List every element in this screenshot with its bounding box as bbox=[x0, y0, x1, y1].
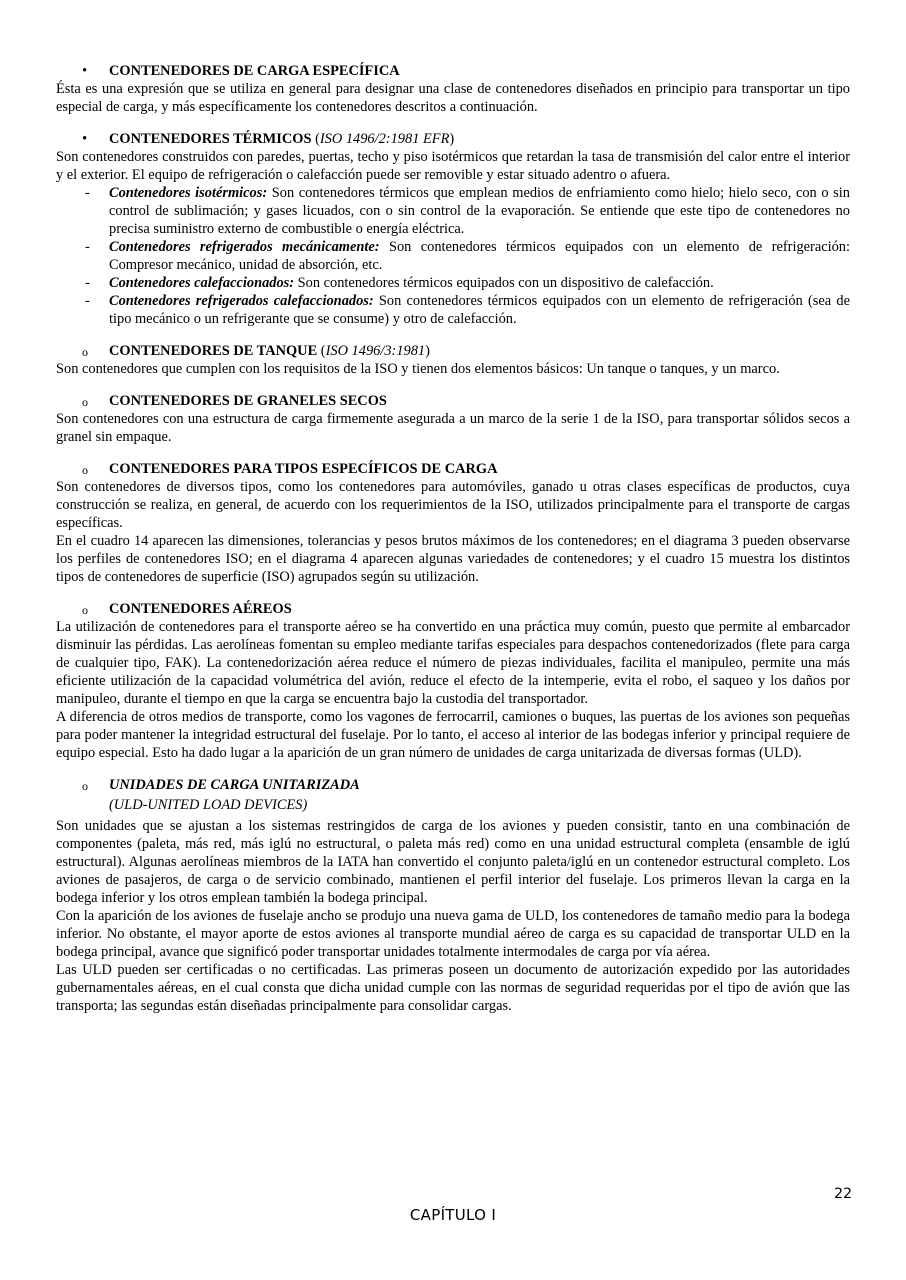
paragraph: En el cuadro 14 aparecen las dimensiones, tolerancias y pesos brutos máximos de los contenedores; en el diagrama 3 pueden observarse los perfiles de contenedores ISO; en el diagrama 4 aparecen algunas variedades de contenedores; y el cuadro 15 muestra los distintos tipos de contenedores de superficie (ISO) agrupados según su utilización. bbox=[56, 533, 850, 585]
circle-marker: o bbox=[82, 395, 88, 409]
heading-text: CONTENEDORES DE TANQUE bbox=[109, 343, 318, 359]
paren: ( bbox=[315, 131, 320, 147]
list-item bbox=[56, 274, 850, 292]
paragraph: Las ULD pueden ser certificadas o no certificadas. Las primeras poseen un documento de autorización expedido por las autoridades gubernamentales aéreas, en el cual consta que dicha unidad cumple con las normas de seguridad requeridas por el tipo de avión que las transporta; las segundas están diseñadas principalmente para consolidar cargas. bbox=[56, 962, 850, 1014]
circle-marker: o bbox=[82, 603, 88, 617]
bullet-marker: • bbox=[82, 63, 88, 79]
circle-marker: o bbox=[82, 779, 88, 793]
paragraph: Son contenedores de diversos tipos, como los contenedores para automóviles, ganado u otras clases específicas de productos, cuya construcción se realiza, en general, de acuerdo con los requerimientos de la ISO, utilizados principalmente para el transporte de cargas específicas. bbox=[56, 479, 850, 531]
heading-graneles bbox=[56, 392, 850, 410]
dash-marker: - bbox=[85, 239, 90, 255]
document-body bbox=[56, 62, 850, 1015]
heading-carga-especifica bbox=[56, 62, 850, 80]
list-text: Son contenedores térmicos equipados con un elemento de refrigeración: Compresor mecánico, unidad de absorción, etc. bbox=[109, 239, 850, 273]
heading-text: CONTENEDORES DE CARGA ESPECÍFICA bbox=[109, 63, 400, 79]
heading-text: CONTENEDORES PARA TIPOS ESPECÍFICOS DE CARGA bbox=[109, 461, 498, 477]
list-term: Contenedores isotérmicos: bbox=[109, 185, 268, 201]
paragraph: Son contenedores que cumplen con los requisitos de la ISO y tienen dos elementos básicos: Un tanque o tanques, y un marco. bbox=[56, 361, 780, 377]
list-term: Contenedores refrigerados mecánicamente: bbox=[109, 239, 380, 255]
iso-reference: ISO 1496/3:1981 bbox=[325, 343, 426, 359]
paragraph: A diferencia de otros medios de transporte, como los vagones de ferrocarril, camiones o buques, las puertas de los aviones son pequeñas para poder mantener la integridad estructural del fuselaje. Por lo tanto, el acceso al interior de las bodegas inferior y principal requiere de equipo especial. Esto ha dado lugar a la aparición de un gran número de unidades de carga unitarizada de diversas formas (ULD). bbox=[56, 709, 850, 761]
list-term: Contenedores refrigerados calefaccionados: bbox=[109, 293, 374, 309]
paren: ( bbox=[320, 343, 326, 359]
list-text: Son contenedores térmicos que emplean medios de enfriamiento como hielo; hielo seco, con o sin control de sublimación; y gases licuados, con o sin control de la evaporación. Se entiende que este tipo de contenedores no precisa suministro externo de combustible o energía eléctrica. bbox=[109, 185, 850, 237]
dash-marker: - bbox=[85, 275, 90, 291]
heading-text: UNIDADES DE CARGA UNITARIZADA bbox=[109, 777, 360, 793]
list-item bbox=[56, 238, 850, 274]
paragraph: La utilización de contenedores para el transporte aéreo se ha convertido en una práctica muy común, puesto que permite al embarcador disminuir las pérdidas. Las aerolíneas fomentan su empleo mediante tarifas especiales para despachos contenedorizados (flete para carga de cualquier tipo, FAK). La contenedorización aérea reduce el número de piezas individuales, facilita el manipuleo, permite una más eficiente utilización de la capacidad volumétrica del avión, reduce el efecto de la intemperie, evita el robo, el saqueo y los daños por manipuleo, durante el tiempo en que la carga se encuentra bajo la custodia del transportador. bbox=[56, 619, 850, 707]
heading-aereos bbox=[56, 600, 850, 618]
list-item bbox=[56, 292, 850, 328]
paren: ) bbox=[449, 131, 455, 147]
iso-reference: ISO 1496/2:1981 EFR bbox=[319, 131, 450, 147]
heading-text: CONTENEDORES TÉRMICOS bbox=[109, 131, 312, 147]
list-item bbox=[56, 184, 850, 238]
heading-text: CONTENEDORES DE GRANELES SECOS bbox=[109, 393, 387, 409]
subheading-uld: (ULD-UNITED LOAD DEVICES) bbox=[109, 797, 308, 813]
page-number: 22 bbox=[834, 1186, 852, 1202]
heading-text: CONTENEDORES AÉREOS bbox=[109, 601, 292, 617]
heading-tanque bbox=[56, 342, 850, 360]
termicos-list bbox=[56, 184, 850, 328]
paren: ) bbox=[425, 343, 430, 359]
bullet-marker: • bbox=[82, 131, 88, 147]
heading-uld bbox=[56, 776, 850, 794]
chapter-footer: CAPÍTULO I bbox=[409, 1206, 497, 1224]
circle-marker: o bbox=[82, 345, 88, 359]
dash-marker: - bbox=[85, 293, 90, 309]
paragraph: Con la aparición de los aviones de fuselaje ancho se produjo una nueva gama de ULD, los contenedores de tamaño medio para la bodega inferior. No obstante, el mayor aporte de estos aviones al transporte mundial aéreo de carga es su capacidad de transportar ULD en la bodega principal, avance que significó poder transportar unidades totalmente intermodales de carga por vía aérea. bbox=[56, 908, 850, 960]
list-text: Son contenedores térmicos equipados con un dispositivo de calefacción. bbox=[294, 275, 714, 291]
paragraph: Ésta es una expresión que se utiliza en general para designar una clase de contenedores diseñados en principio para transportar un tipo especial de carga, y más específicamente los contenedores descritos a continuación. bbox=[56, 81, 850, 115]
circle-marker: o bbox=[82, 463, 88, 477]
list-term: Contenedores calefaccionados: bbox=[109, 275, 295, 291]
paragraph: Son contenedores con una estructura de carga firmemente asegurada a un marco de la serie 1 de la ISO, para transportar sólidos secos a granel sin empaque. bbox=[56, 411, 850, 445]
dash-marker: - bbox=[85, 185, 90, 201]
list-text: Son contenedores térmicos equipados con un elemento de refrigeración (sea de tipo mecánico o un refrigerante que se consume) y otro de calefacción. bbox=[109, 293, 850, 327]
heading-termicos bbox=[56, 130, 850, 148]
paragraph: Son contenedores construidos con paredes, puertas, techo y piso isotérmicos que retardan la tasa de transmisión del calor entre el interior y el exterior. El equipo de refrigeración o calefacción puede ser removible y estar situado adentro o afuera. bbox=[56, 149, 850, 183]
paragraph: Son unidades que se ajustan a los sistemas restringidos de carga de los aviones y pueden consistir, tanto en una combinación de componentes (paleta, más red, más iglú no estructural, o paleta más red) como en una unidad estructural completa (ensamble de iglú estructural). Algunas aerolíneas miembros de la IATA han convertido el conjunto paleta/iglú en un contenedor estructural completo. Los aviones de pasajeros, de carga o de servicio combinado, mantienen el perfil interior del fuselaje. Los primeros llevan la carga en la bodega inferior y los otros emplean también la bodega principal. bbox=[56, 818, 850, 906]
heading-tipos-especificos bbox=[56, 460, 850, 478]
